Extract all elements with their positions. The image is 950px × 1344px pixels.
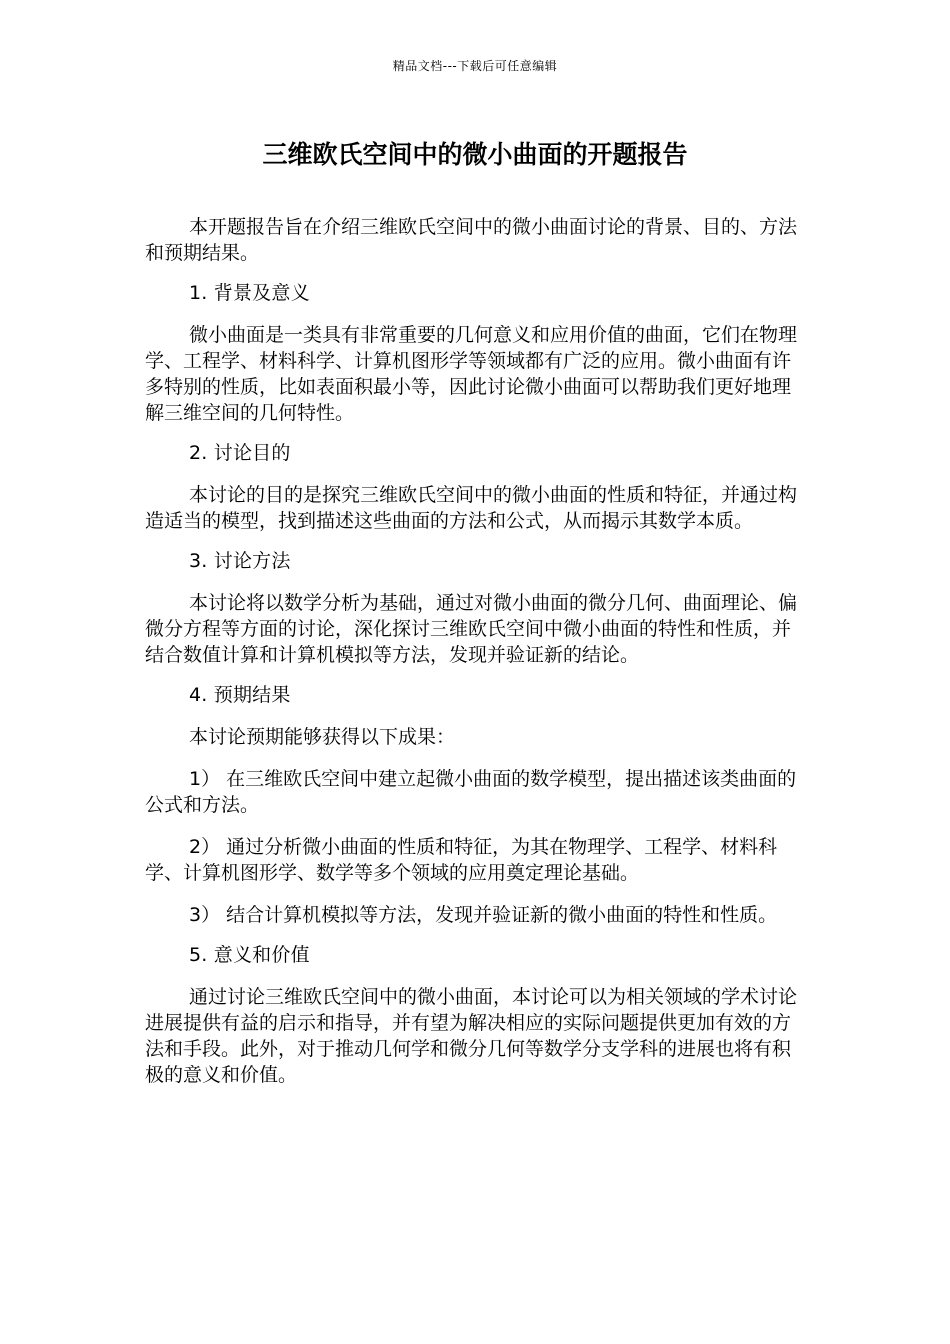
result-item-2: 2） 通过分析微小曲面的性质和特征，为其在物理学、工程学、材料科学、计算机图形学、数学等多个领域的应用奠定理论基础。: [145, 836, 778, 884]
document-title: 三维欧氏空间中的微小曲面的开题报告: [262, 140, 688, 169]
section-2-heading: 2. 讨论目的: [189, 442, 291, 464]
section-3-body: 本讨论将以数学分析为基础，通过对微小曲面的微分几何、曲面理论、偏微分方程等方面的讨论，深化探讨三维欧氏空间中微小曲面的特性和性质，并结合数值计算和计算机模拟等方法，发现并验证新的结论。: [145, 592, 798, 666]
page-header: 精品文档---下载后可任意编辑: [392, 59, 558, 73]
section-4-heading: 4. 预期结果: [189, 684, 291, 706]
result-item-3: 3） 结合计算机模拟等方法，发现并验证新的微小曲面的特性和性质。: [189, 904, 778, 926]
section-3-heading: 3. 讨论方法: [189, 550, 291, 572]
section-1-heading: 1. 背景及意义: [189, 282, 310, 304]
section-4-lead: 本讨论预期能够获得以下成果：: [189, 726, 456, 748]
section-5-heading: 5. 意义和价值: [189, 944, 310, 966]
section-2-body: 本讨论的目的是探究三维欧氏空间中的微小曲面的性质和特征，并通过构造适当的模型，找到描述这些曲面的方法和公式，从而揭示其数学本质。: [145, 484, 798, 532]
section-1-body: 微小曲面是一类具有非常重要的几何意义和应用价值的曲面，它们在物理学、工程学、材料科学、计算机图形学等领域都有广泛的应用。微小曲面有许多特别的性质，比如表面积最小等，因此讨论微小曲面可以帮助我们更好地理解三维空间的几何特性。: [145, 324, 798, 424]
intro-paragraph: 本开题报告旨在介绍三维欧氏空间中的微小曲面讨论的背景、目的、方法和预期结果。: [145, 216, 798, 264]
result-item-1: 1） 在三维欧氏空间中建立起微小曲面的数学模型，提出描述该类曲面的公式和方法。: [145, 768, 797, 816]
document-body: [145, 214, 797, 1088]
section-5-body: 通过讨论三维欧氏空间中的微小曲面，本讨论可以为相关领域的学术讨论进展提供有益的启示和指导，并有望为解决相应的实际问题提供更加有效的方法和手段。此外，对于推动几何学和微分几何等数学分支学科的进展也将有积极的意义和价值。: [145, 986, 798, 1086]
